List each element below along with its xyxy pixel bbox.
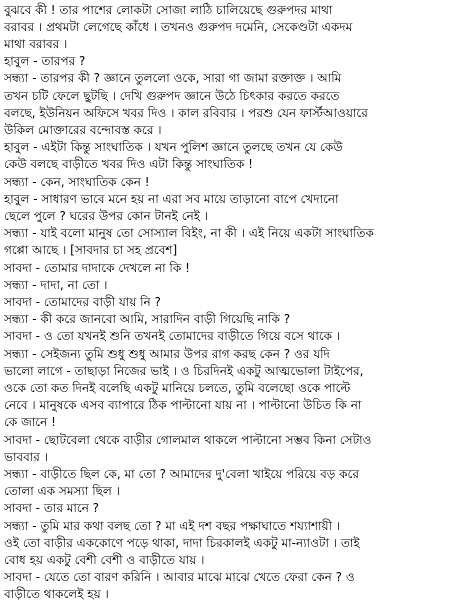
text-line: ভাববার । [4, 450, 48, 464]
text-line: সন্ধ্যা - দাদা, না তো । [4, 278, 108, 292]
text-line: বাড়ীতে থাকলেই হয় । [4, 587, 109, 601]
text-line: গপ্পো আছে । [সাবদার চা সহ প্রবেশ] [4, 243, 178, 257]
text-line: সন্ধ্যা - কেন, সাংঘাতিক কেন ! [4, 175, 150, 189]
text-line: কেউ বলছে বাড়ীতে খবর দিও এটা কিন্তু সাংঘাতিক ! [4, 157, 253, 171]
text-line: মাথা বরাবর । [4, 37, 68, 51]
text-line: সাবদা - ও তো যখনই শুনি তখনই তোমাদের বাড়ীতে গিয়ে বসে থাকে । [4, 329, 341, 343]
text-line: তোলা এক সমস্যা ছিল । [4, 484, 120, 498]
text-line: সন্ধ্যা - তুমি মার কথা বলছ তো ? মা এই দশ বছর পক্ষাঘাতে শয্যাশায়ী । [4, 519, 341, 533]
text-line: হাবুল - তারপর ? [4, 54, 86, 68]
text-line: ছেলে পুলে ? ঘরের উপর কোন টানই নেই । [4, 209, 209, 223]
text-line: হাবুল - এইটা কিন্তু সাংঘাতিক । যখন পুলিশ জ্ঞানে তুলছে তখন যে কেউ [4, 140, 343, 154]
text-line: উকিল মোক্তারের বন্দোবস্ত করে । [4, 123, 162, 137]
text-line: বরাবর । প্রথমটা লেগেছে কাঁধে । তখনও গুরুপদ দমেনি, সেকেণ্ডটা একদম [4, 20, 353, 34]
text-line: সন্ধ্যা - তারপর কী ? জ্ঞানে তুললো ওকে, সারা গা জামা রক্তাক্ত । আমি [4, 71, 342, 85]
text-line: তখন চটি ফেলে ছুটছি । দেখি গুরুপদ জ্ঞানে উঠে চিৎকার করতে করতে [4, 89, 340, 103]
text-line: সন্ধ্যা - বাড়ীতে ছিল কে, মা তো ? আমাদের দু'বেলা খাইয়ে পরিয়ে বড় করে [4, 467, 359, 481]
document-page [4, 2, 452, 612]
text-line: ওই তো বাড়ীর এককোণে পড়ে থাকা, দাদা চিরকালই একটু মা-ন্যাওটা । তাই [4, 536, 360, 550]
text-line: সন্ধ্যা - সেইজন্য তুমি শুধু শুধু আমার উপর রাগ করছ কেন ? ওর যদি [4, 347, 330, 361]
text-line: ওকে তো কত দিনই বলেছি একটু মানিয়ে চলতে, তুমি বলেছো ওকে পাল্টে [4, 381, 351, 395]
text-line: সাবদা - তার মানে ? [4, 501, 100, 515]
text-line: সাবদা - যেতে তো বারণ করিনি । আবার মাঝে মাঝে খেতে ফেরা কেন ? ও [4, 570, 355, 584]
text-line: নেবে । মানুষকে এসব ব্যাপারে ঠিক পাল্টানো যায় না । পাল্টানো উচিত কি না [4, 398, 362, 412]
text-line: সন্ধ্যা - কী করে জানবো আমি, সারাদিন বাড়ী গিয়েছি নাকি ? [4, 312, 291, 326]
text-line: সাবদা - তোমার দাদাকে দেখলে না কি ! [4, 261, 190, 275]
text-line: সাবদা - ছোটবেলা থেকে বাড়ীর গোলমাল থাকলে পাল্টানো সম্ভব কিনা সেটাও [4, 433, 372, 447]
text-line: কে জানে ! [4, 415, 56, 429]
text-line: বলছে, ইউনিয়ন অফিসে খবর দিও । কাল রবিবার । পরশু যেন ফার্স্টআওয়ারে [4, 106, 368, 120]
text-line: সাবদা - তোমাদের বাড়ী যায় নি ? [4, 295, 161, 309]
text-line: হাবুল - সাধারণ ভাবে মনে হয় না এরা সব মায়ে তাড়ানো বাপে খেদানো [4, 192, 339, 206]
text-line: ভালো লাগে - তাছাড়া নিজের ভাই । ও চিরদিনই একটু আত্মভোলা টাইপের, [4, 364, 364, 378]
text-line: বুঝবে কী ! তার পাশের লোকটা সোজা লাঠি চালিয়েছে গুরুপদর মাথা [4, 3, 333, 17]
text-line: বোধ হয় একটু বেশী বেশী ও বাড়ীতে যায় । [4, 553, 205, 567]
text-line: সন্ধ্যা - যাই বলো মানুষ তো সোস্যাল বিইং, না কী । এই নিয়ে একটা সাংঘাতিক [4, 226, 374, 240]
